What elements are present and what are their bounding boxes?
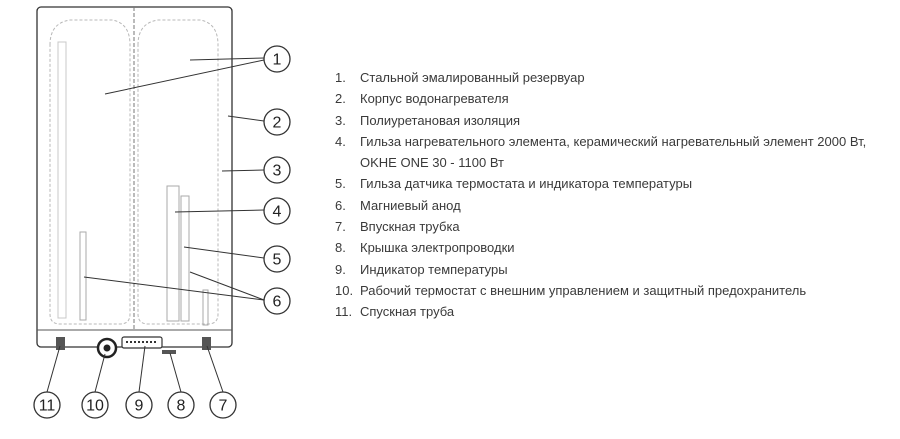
legend-text: Крышка электропроводки — [360, 240, 515, 256]
legend-item — [335, 131, 895, 174]
legend-item — [335, 195, 895, 216]
leader-5 — [184, 247, 264, 258]
legend-item — [335, 280, 895, 301]
legend-number: 9. — [335, 261, 346, 277]
legend-text: Рабочий термостат с внешним управлением и защитный предохранитель — [360, 282, 807, 298]
callout-label-7: 7 — [218, 397, 228, 415]
callout-label-11: 11 — [38, 397, 56, 415]
legend-item — [335, 88, 895, 109]
leader-7 — [207, 346, 223, 392]
leader-4 — [175, 210, 264, 212]
callout-label-9: 9 — [134, 397, 144, 415]
leader-1a — [190, 58, 264, 60]
legend-item — [335, 110, 895, 131]
leader-3 — [222, 170, 264, 171]
leader-6b — [84, 277, 264, 300]
legend-text: Корпус водонагревателя — [360, 91, 509, 107]
callout-label-1: 1 — [272, 51, 282, 69]
callout-label-10: 10 — [86, 397, 104, 415]
legend-number: 5. — [335, 176, 346, 192]
wiring-cover — [162, 350, 176, 354]
legend-number: 2. — [335, 91, 346, 107]
legend-item — [335, 301, 895, 322]
sensor-sleeve — [181, 196, 189, 321]
leader-11 — [47, 346, 60, 392]
legend-text: Впускная трубка — [360, 219, 460, 235]
leader-8 — [170, 353, 181, 392]
legend-number: 11. — [335, 304, 353, 320]
legend-number: 10. — [335, 282, 354, 298]
legend-number: 6. — [335, 197, 346, 213]
legend-item — [335, 259, 895, 280]
legend-text: Магниевый анод — [360, 197, 461, 213]
legend-number: 7. — [335, 219, 346, 235]
legend-text: Стальной эмалированный резервуар — [360, 70, 585, 85]
legend-number: 8. — [335, 240, 346, 256]
callout-label-4: 4 — [272, 203, 282, 221]
thermostat-knob-inner — [104, 345, 111, 352]
legend-text: Гильза нагревательного элемента, керамический нагревательный элемент 2000 Вт, OKHE ONE 30 - 1100 Вт — [360, 133, 867, 171]
legend-item — [335, 237, 895, 258]
leader-6a — [190, 272, 264, 300]
legend-text: Полиуретановая изоляция — [360, 112, 520, 128]
legend-number: 1. — [335, 70, 346, 85]
callout-label-3: 3 — [272, 162, 282, 180]
left-inner-tube — [58, 42, 66, 318]
legend-item — [335, 216, 895, 237]
legend-text: Гильза датчика термостата и индикатора температуры — [360, 176, 693, 192]
legend-text: Индикатор температуры — [360, 261, 508, 277]
callout-label-5: 5 — [272, 251, 282, 269]
water-heater-diagram — [0, 0, 300, 439]
legend-number: 3. — [335, 112, 346, 128]
callout-label-8: 8 — [176, 397, 186, 415]
callout-label-2: 2 — [272, 114, 282, 132]
legend-text: Спускная труба — [360, 304, 455, 320]
inlet-fitting — [202, 337, 211, 350]
parts-legend — [335, 67, 895, 323]
leader-9 — [139, 346, 145, 392]
leader-10 — [95, 354, 105, 392]
tank-left — [50, 20, 130, 324]
heating-element-sleeve — [167, 186, 179, 321]
leader-1b — [105, 60, 264, 94]
drain-pipe — [56, 337, 65, 350]
leader-2 — [228, 116, 264, 121]
anode-rod — [80, 232, 86, 320]
callout-label-6: 6 — [272, 293, 282, 311]
legend-item — [335, 173, 895, 194]
legend-item — [335, 67, 895, 88]
legend-number: 4. — [335, 133, 346, 149]
inlet-pipe — [203, 290, 208, 325]
